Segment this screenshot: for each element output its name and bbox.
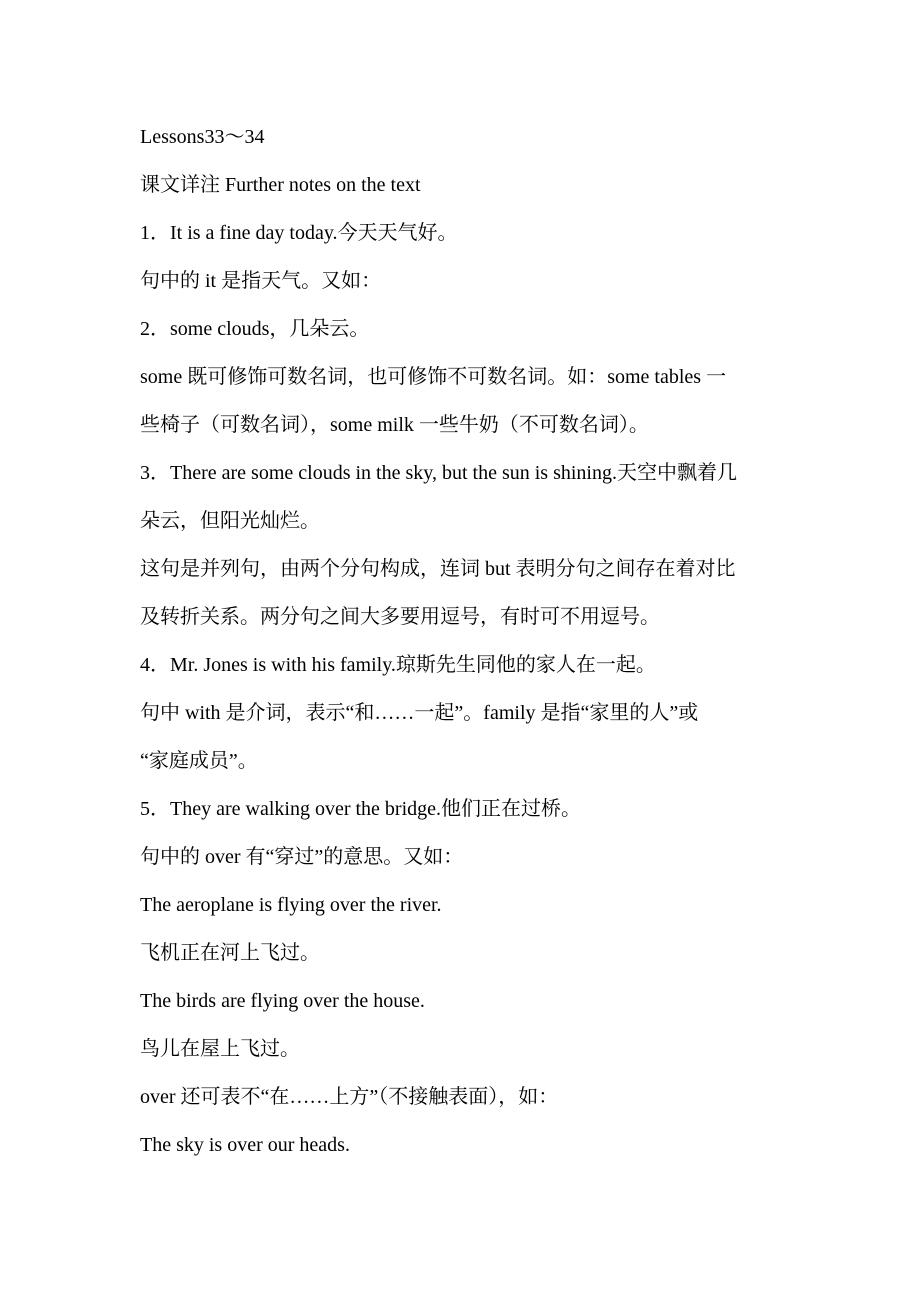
example-sentence: The birds are flying over the house. <box>140 990 425 1012</box>
note-5: 5．They are walking over the bridge.他们正在过桥。 <box>140 798 582 820</box>
paragraph: 句中的 over 有“穿过”的意思。又如： <box>140 846 464 868</box>
paragraph: 这句是并列句，由两个分句构成，连词 but 表明分句之间存在着对比 <box>140 558 736 580</box>
paragraph: over 还可表不“在……上方”（不接触表面），如： <box>140 1086 559 1108</box>
paragraph: 句中 with 是介词，表示“和……一起”。family 是指“家里的人”或 <box>140 702 699 724</box>
section-heading: 课文详注 Further notes on the text <box>140 174 421 196</box>
paragraph: some 既可修饰可数名词，也可修饰不可数名词。如：some tables 一 <box>140 366 727 388</box>
lesson-title: Lessons33～34 <box>140 126 265 148</box>
note-4: 4．Mr. Jones is with his family.琼斯先生同他的家人在一起。 <box>140 654 656 676</box>
example-translation: 飞机正在河上飞过。 <box>140 942 320 964</box>
example-sentence: The sky is over our heads. <box>140 1134 350 1156</box>
note-3: 3．There are some clouds in the sky, but the sun is shining.天空中飘着几 <box>140 462 737 484</box>
paragraph: 及转折关系。两分句之间大多要用逗号，有时可不用逗号。 <box>140 606 660 628</box>
paragraph: 些椅子（可数名词），some milk 一些牛奶（不可数名词）。 <box>140 414 649 436</box>
example-translation: 鸟儿在屋上飞过。 <box>140 1038 300 1060</box>
paragraph: 朵云，但阳光灿烂。 <box>140 510 320 532</box>
note-2: 2．some clouds，几朵云。 <box>140 318 370 340</box>
example-sentence: The aeroplane is flying over the river. <box>140 894 442 916</box>
paragraph: “家庭成员”。 <box>140 750 258 772</box>
paragraph: 句中的 it 是指天气。又如： <box>140 270 382 292</box>
note-1: 1．It is a fine day today.今天天气好。 <box>140 222 458 244</box>
